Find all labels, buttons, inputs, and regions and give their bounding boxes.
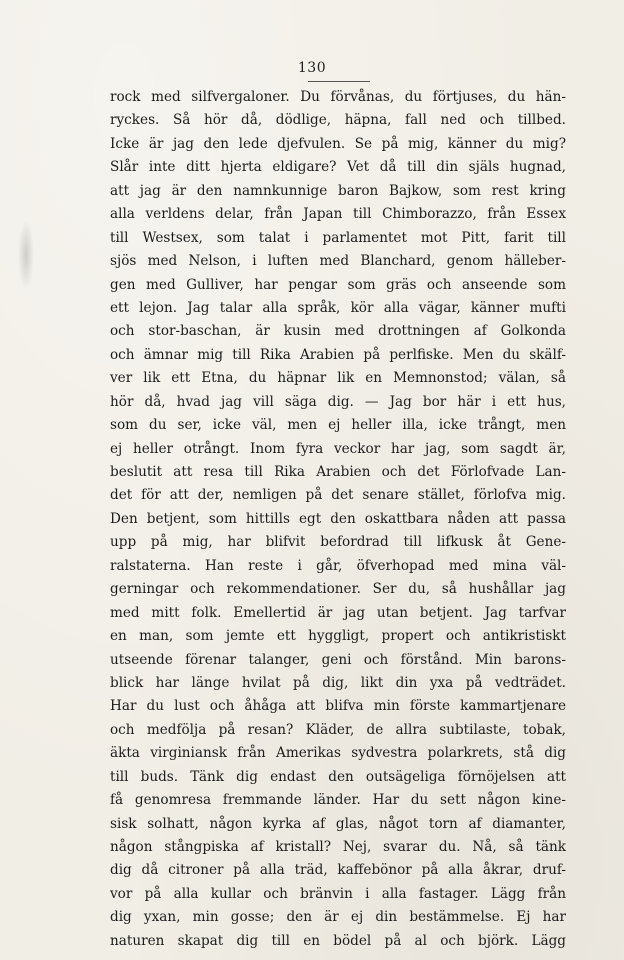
text-line: sisk solhatt, någon kyrka af glas, något torn af diamanter,: [110, 815, 566, 832]
text-line: beslutit att resa till Rika Arabien och det Förlofvade Lan-: [110, 464, 566, 480]
text-line: och ämnar mig till Rika Arabien på perlfiske. Men du skälf-: [110, 346, 566, 363]
body-text: [110, 86, 566, 953]
text-line: Har du lust och åhåga att blifva min förste kammartjenare: [110, 698, 566, 715]
text-line: ralstaterna. Han reste i går, öfverhopad med mina väl-: [110, 557, 566, 574]
text-line: alla verldens delar, från Japan till Chimborazzo, från Essex: [110, 206, 566, 223]
text-line: att jag är den namnkunnige baron Bajkow, som rest kring: [110, 182, 566, 199]
text-line: som du ser, icke väl, men ej heller illa, icke trångt, men: [110, 417, 566, 434]
text-line: gerningar och rekommendationer. Ser du, så hushållar jag: [110, 581, 566, 598]
text-line: och stor-baschan, är kusin med drottningen af Golkonda: [110, 323, 566, 340]
text-line: och medfölja på resan? Kläder, de allra subtilaste, tobak,: [110, 721, 566, 738]
text-line: till buds. Tänk dig endast den outsägeliga förnöjelsen att: [110, 768, 566, 785]
text-line: gen med Gulliver, har pengar som gräs och anseende som: [110, 276, 566, 293]
text-line: ej heller otrångt. Inom fyra veckor har jag, som sagdt är,: [110, 440, 566, 457]
text-line: till Westsex, som talat i parlamentet mot Pitt, farit till: [110, 229, 566, 246]
text-line: vor på alla kullar och bränvin i alla fastager. Lägg från: [110, 885, 566, 902]
page-smudge: [18, 220, 34, 290]
text-line: hör då, hvad jag vill säga dig. — Jag bor här i ett hus,: [110, 393, 566, 410]
text-line: ver lik ett Etna, du häpnar lik en Memnonstod; välan, så: [110, 370, 566, 387]
text-line: blick har länge hvilat på dig, likt din yxa på vedträdet.: [110, 674, 566, 691]
text-line: Den betjent, som hittills egt den oskattbara nåden att passa: [110, 510, 566, 527]
text-line: äkta virginiansk från Amerikas sydvestra polarkrets, stå dig: [110, 745, 566, 762]
text-line: dig yxan, min gosse; den är ej din bestämmelse. Ej har: [110, 909, 566, 926]
text-line: rock med silfvergaloner. Du förvånas, du förtjuses, du hän-: [110, 89, 566, 105]
text-line: naturen skapat dig till en bödel på al och björk. Lägg: [110, 932, 566, 949]
text-line: ryckes. Så hör då, dödlige, häpna, fall ned och tillbed.: [110, 112, 566, 129]
text-line: dig då citroner på alla träd, kaffebönor på alla åkrar, druf-: [110, 862, 566, 879]
text-line: det för att der, nemligen på det senare stället, förlofva mig.: [110, 487, 566, 504]
text-line: ett lejon. Jag talar alla språk, kör alla vägar, känner mufti: [110, 299, 566, 316]
text-line: utseende förenar talanger, geni och förstånd. Min barons-: [110, 651, 566, 668]
text-line: sjös med Nelson, i luften med Blanchard, genom hälleber-: [110, 253, 566, 270]
text-line: upp på mig, har blifvit befordrad till lifkusk åt Gene-: [110, 534, 566, 551]
text-line: en man, som jemte ett hyggligt, propert och antikristiskt: [110, 628, 566, 645]
text-line: med mitt folk. Emellertid är jag utan betjent. Jag tarfvar: [110, 604, 566, 621]
text-line: få genomresa fremmande länder. Har du sett någon kine-: [110, 792, 566, 809]
page-number-rule: [308, 81, 370, 82]
page-number: 130: [297, 60, 327, 76]
text-line: Icke är jag den lede djefvulen. Se på mig, känner du mig?: [110, 135, 566, 152]
text-line: Slår inte ditt hjerta eldigare? Vet då till din själs hugnad,: [110, 159, 566, 176]
text-line: någon stångpiska af kristall? Nej, svarar du. Nå, så tänk: [110, 839, 566, 855]
